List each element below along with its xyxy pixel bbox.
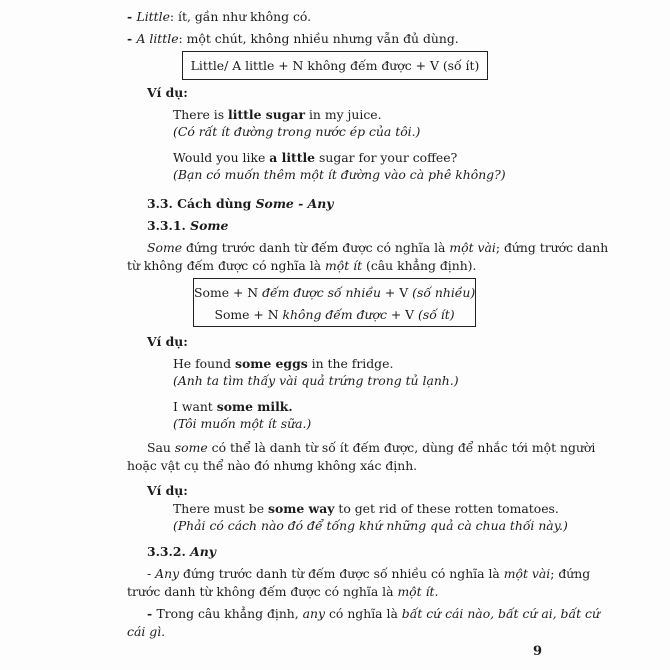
paragraph-line xyxy=(147,240,608,256)
subsection-heading xyxy=(147,218,228,234)
text-run: (Bạn có muốn thêm một ít đường vào cà phê không?) xyxy=(173,167,506,182)
example-translation xyxy=(173,124,420,140)
text-run: + V xyxy=(386,307,419,322)
text-run: in my juice. xyxy=(305,107,382,122)
formula-line xyxy=(194,285,475,301)
text-run: có nghĩa là xyxy=(325,606,402,621)
example-heading xyxy=(147,483,188,499)
text-run: 3.3.2. xyxy=(147,544,191,559)
paragraph-line xyxy=(127,258,476,274)
example-sentence xyxy=(173,107,382,123)
text-run: đứng trước danh từ đếm được có nghĩa là xyxy=(182,240,450,255)
text-run: Would you like xyxy=(173,150,270,165)
example-translation xyxy=(173,416,311,432)
text-run: một ít xyxy=(325,258,363,273)
example-translation xyxy=(173,167,506,183)
example-sentence xyxy=(173,399,293,415)
text-run: There is xyxy=(173,107,229,122)
text-run: 3.3.1. xyxy=(147,218,191,233)
text-run: in the fridge. xyxy=(307,356,394,371)
example-heading xyxy=(147,85,188,101)
text-run: - xyxy=(127,31,137,46)
text-run: Sau xyxy=(147,440,175,455)
text-run: little sugar xyxy=(228,107,306,122)
example-sentence xyxy=(173,150,457,166)
text-run: Ví dụ: xyxy=(147,483,188,498)
text-run: có thể là danh từ số ít đếm được, dùng để nhắc tới một người xyxy=(207,440,596,455)
text-line xyxy=(127,31,459,47)
text-run: một vài xyxy=(503,566,551,581)
text-run: : một chút, không nhiều nhưng vẫn đủ dùng. xyxy=(178,31,459,46)
text-run: cái gì xyxy=(127,624,162,639)
paragraph-line xyxy=(127,584,438,600)
text-run: a little xyxy=(269,150,316,165)
example-heading xyxy=(147,334,188,350)
text-run: Any xyxy=(155,566,180,581)
text-run: any xyxy=(302,606,326,621)
formula-line xyxy=(194,307,475,323)
text-run: . xyxy=(434,584,439,599)
text-run: Some + N xyxy=(214,307,283,322)
example-translation xyxy=(173,373,459,389)
example-sentence xyxy=(173,501,559,517)
text-run: some milk. xyxy=(216,399,293,414)
text-run: some xyxy=(174,440,208,455)
text-run: (Có rất ít đường trong nước ép của tôi.) xyxy=(173,124,421,139)
text-run: một vài xyxy=(449,240,496,255)
text-run: . xyxy=(161,624,166,639)
section-heading xyxy=(147,196,333,212)
text-run: : ít, gần như không có. xyxy=(169,9,312,24)
text-run: 3.3. Cách dùng xyxy=(147,196,256,211)
text-run: từ không đếm được có nghĩa là xyxy=(127,258,325,273)
page-number: 9 xyxy=(533,644,543,659)
text-run: (số ít) xyxy=(418,307,455,322)
formula-box xyxy=(182,51,488,80)
text-run: (Phải có cách nào đó để tống khứ những quả cà chua thối này.) xyxy=(173,518,568,533)
text-run: (Tôi muốn một ít sữa.) xyxy=(173,416,312,431)
text-run: một ít xyxy=(397,584,435,599)
text-run: bất cứ cái nào, bất cứ ai, bất cứ xyxy=(401,606,600,621)
text-run: to get rid of these rotten tomatoes. xyxy=(334,501,559,516)
text-run: (câu khẳng định). xyxy=(362,258,477,273)
text-run: Little/ A little + N không đếm được + V (số ít) xyxy=(190,58,480,73)
example-sentence xyxy=(173,356,393,372)
text-run: - xyxy=(147,566,156,581)
formula-line xyxy=(183,58,487,74)
text-run: ; đứng trước danh xyxy=(495,240,609,255)
text-run: I want xyxy=(173,399,217,414)
text-run: Some + N xyxy=(194,285,263,300)
text-run: A little xyxy=(136,31,179,46)
formula-box xyxy=(193,278,476,327)
example-translation xyxy=(173,518,568,534)
text-run: - xyxy=(147,606,157,621)
text-run: Trong câu khẳng định, xyxy=(156,606,303,621)
text-run: ; đứng xyxy=(550,566,591,581)
text-run: hoặc vật cụ thể nào đó nhưng không xác định. xyxy=(127,458,418,473)
text-run: Some xyxy=(147,240,183,255)
text-run: Any xyxy=(190,544,216,559)
text-run: đếm được số nhiều xyxy=(262,285,381,300)
paragraph-line xyxy=(147,606,600,622)
text-run: some way xyxy=(267,501,335,516)
paragraph-line xyxy=(147,440,595,456)
text-run: sugar for your coffee? xyxy=(315,150,458,165)
text-run: (Anh ta tìm thấy vài quả trứng trong tủ lạnh.) xyxy=(173,373,459,388)
text-run: (số nhiều) xyxy=(412,285,476,300)
text-run: - xyxy=(127,9,137,24)
text-run: Some xyxy=(190,218,229,233)
text-run: Little xyxy=(136,9,170,24)
text-line xyxy=(127,9,311,25)
text-run: trước danh từ không đếm được có nghĩa là xyxy=(127,584,398,599)
text-run: không đếm được xyxy=(282,307,387,322)
text-run: Some - Any xyxy=(255,196,334,211)
text-run: He found xyxy=(173,356,235,371)
text-run: Ví dụ: xyxy=(147,334,188,349)
subsection-heading xyxy=(147,544,216,560)
text-run: đứng trước danh từ đếm được số nhiều có nghĩa là xyxy=(179,566,504,581)
paragraph-line xyxy=(147,566,590,582)
text-run: some eggs xyxy=(234,356,308,371)
text-run: + V xyxy=(380,285,413,300)
text-run: There must be xyxy=(173,501,268,516)
paragraph-line xyxy=(127,624,165,640)
text-run: Ví dụ: xyxy=(147,85,188,100)
paragraph-line xyxy=(127,458,417,474)
